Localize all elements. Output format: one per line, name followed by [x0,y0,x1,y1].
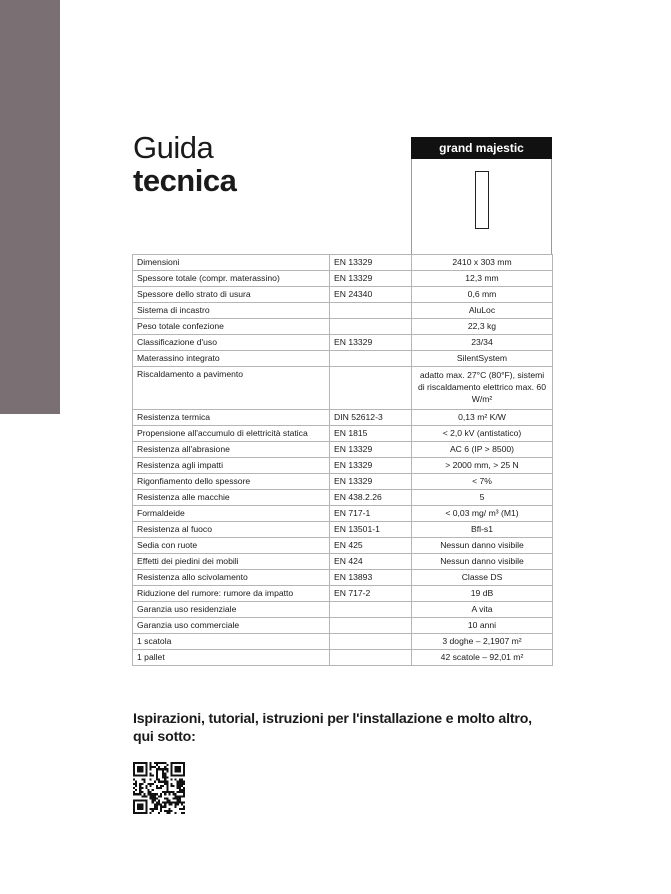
spec-norm: EN 13893 [330,570,412,586]
spec-norm: EN 438.2.26 [330,490,412,506]
spec-norm: EN 717-2 [330,586,412,602]
spec-value: 0,13 m² K/W [412,410,553,426]
spec-norm: EN 425 [330,538,412,554]
spec-name: Resistenza all'abrasione [133,442,330,458]
spec-name: Materassino integrato [133,351,330,367]
spec-value: Classe DS [412,570,553,586]
table-row [133,570,553,586]
table-row [133,602,553,618]
spec-name: Propensione all'accumulo di elettricità statica [133,426,330,442]
spec-norm: EN 717-1 [330,506,412,522]
product-column [411,159,552,254]
title-line-2: tecnica [133,163,237,198]
spec-name: Resistenza agli impatti [133,458,330,474]
spec-value: 3 doghe – 2,1907 m² [412,634,553,650]
spec-value: < 7% [412,474,553,490]
spec-norm [330,602,412,618]
table-row [133,474,553,490]
spec-value: 5 [412,490,553,506]
spec-value: 42 scatole – 92,01 m² [412,650,553,666]
spec-value: 19 dB [412,586,553,602]
spec-norm [330,650,412,666]
spec-name: 1 scatola [133,634,330,650]
spec-name: 1 pallet [133,650,330,666]
spec-value: AC 6 (IP > 8500) [412,442,553,458]
spec-norm [330,351,412,367]
table-row [133,351,553,367]
spec-name: Resistenza al fuoco [133,522,330,538]
spec-norm: EN 13329 [330,474,412,490]
spec-value: < 0,03 mg/ m³ (M1) [412,506,553,522]
table-row [133,271,553,287]
spec-norm: EN 424 [330,554,412,570]
spec-norm [330,367,412,410]
spec-name: Garanzia uso residenziale [133,602,330,618]
spec-value: 23/34 [412,335,553,351]
spec-name: Riscaldamento a pavimento [133,367,330,410]
spec-norm: EN 13329 [330,271,412,287]
spec-norm [330,634,412,650]
spec-name: Effetti dei piedini dei mobili [133,554,330,570]
plank-icon [475,171,489,229]
spec-norm: EN 13329 [330,442,412,458]
spec-value: 10 anni [412,618,553,634]
title-line-1: Guida [133,130,214,165]
table-row [133,538,553,554]
spec-name: Riduzione del rumore: rumore da impatto [133,586,330,602]
spec-name: Garanzia uso commerciale [133,618,330,634]
table-row [133,522,553,538]
table-row [133,586,553,602]
spec-norm [330,618,412,634]
spec-name: Resistenza alle macchie [133,490,330,506]
spec-value: 22,3 kg [412,319,553,335]
promo-text: Ispirazioni, tutorial, istruzioni per l'installazione e molto altro, qui sotto: [133,711,532,745]
qr-code-icon[interactable] [133,762,185,814]
table-row [133,618,553,634]
spec-value: 2410 x 303 mm [412,255,553,271]
spec-norm: EN 1815 [330,426,412,442]
table-row [133,255,553,271]
spec-value: 0,6 mm [412,287,553,303]
spec-norm: EN 13329 [330,255,412,271]
table-row [133,335,553,351]
spec-value: Nessun danno visibile [412,538,553,554]
spec-name: Classificazione d'uso [133,335,330,351]
table-row [133,458,553,474]
table-row [133,506,553,522]
table-row [133,287,553,303]
spec-value: < 2,0 kV (antistatico) [412,426,553,442]
table-row [133,634,553,650]
spec-name: Spessore totale (compr. materassino) [133,271,330,287]
spec-name: Resistenza termica [133,410,330,426]
spec-value: > 2000 mm, > 25 N [412,458,553,474]
spec-norm [330,319,412,335]
table-row [133,490,553,506]
table-row [133,367,553,410]
spec-table [132,254,553,666]
spec-name: Sedia con ruote [133,538,330,554]
spec-value: Bfl-s1 [412,522,553,538]
table-row [133,650,553,666]
page-title [133,132,236,196]
spec-value: 12,3 mm [412,271,553,287]
spec-norm: EN 13501-1 [330,522,412,538]
spec-norm: DIN 52612-3 [330,410,412,426]
spec-name: Formaldeide [133,506,330,522]
side-accent-bar [0,0,60,414]
table-row [133,303,553,319]
spec-norm: EN 13329 [330,458,412,474]
table-row [133,410,553,426]
spec-name: Spessore dello strato di usura [133,287,330,303]
spec-value: A vita [412,602,553,618]
table-row [133,554,553,570]
spec-name: Resistenza allo scivolamento [133,570,330,586]
spec-value: Nessun danno visibile [412,554,553,570]
table-row [133,426,553,442]
spec-name: Rigonfiamento dello spessore [133,474,330,490]
table-row [133,319,553,335]
spec-value: SilentSystem [412,351,553,367]
spec-name: Sistema di incastro [133,303,330,319]
product-name-header: grand majestic [411,137,552,159]
table-row [133,442,553,458]
spec-name: Dimensioni [133,255,330,271]
spec-value: AluLoc [412,303,553,319]
spec-norm: EN 13329 [330,335,412,351]
spec-value: adatto max. 27°C (80°F), sistemi di riscaldamento elettrico max. 60 W/m² [412,367,553,410]
spec-name: Peso totale confezione [133,319,330,335]
spec-norm [330,303,412,319]
spec-norm: EN 24340 [330,287,412,303]
